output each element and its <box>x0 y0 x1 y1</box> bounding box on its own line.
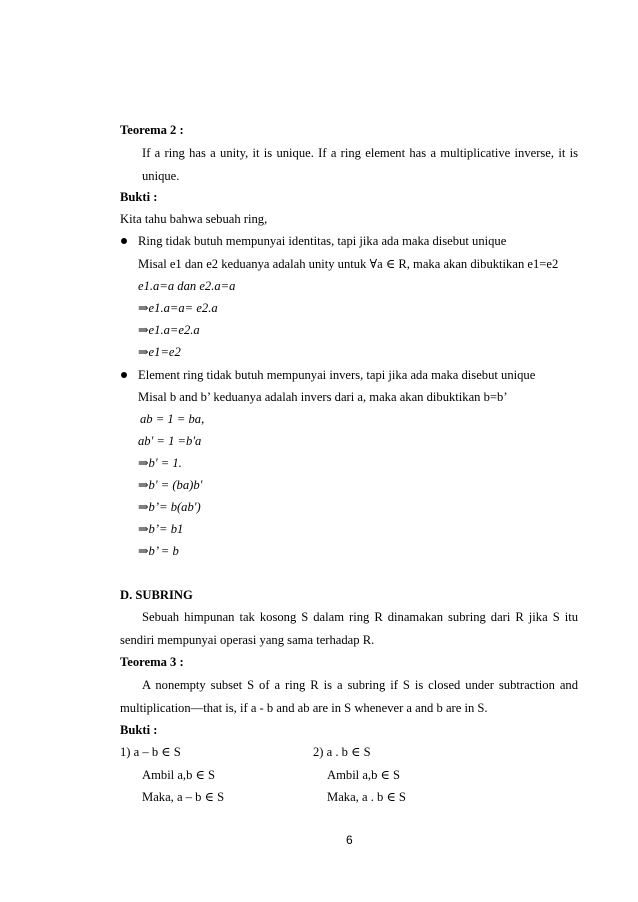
step: ⇒b’= b1 <box>138 522 184 536</box>
proof-title: Bukti : <box>120 723 158 737</box>
section-heading: D. SUBRING <box>120 588 193 602</box>
proof-title: Bukti : <box>120 190 158 204</box>
step: ⇒b' = 1. <box>138 456 182 470</box>
bullet-2-line: Misal b and b’ keduanya adalah invers dari a, maka akan dibuktikan b=b’ <box>138 390 508 404</box>
step: e1.a=a dan e2.a=a <box>138 279 236 293</box>
step: ⇒e1.a=e2.a <box>138 323 200 337</box>
bullet-1-text: Ring tidak butuh mempunyai identitas, tapi jika ada maka disebut unique <box>138 234 507 248</box>
bullet-marker <box>121 372 127 378</box>
step: ab = 1 = ba, <box>140 412 205 426</box>
theorem-2-title: Teorema 2 : <box>120 123 184 137</box>
proof-item: Ambil a,b ∈ S <box>142 768 215 782</box>
step: ⇒e1=e2 <box>138 345 181 359</box>
step: ⇒b’ = b <box>138 544 179 558</box>
page-number: 6 <box>346 833 353 847</box>
proof-item: 1) a – b ∈ S <box>120 745 181 759</box>
step: ab' = 1 =b'a <box>138 434 202 448</box>
section-paragraph: Sebuah himpunan tak kosong S dalam ring R dinamakan subring dari R jika S itu <box>142 610 578 624</box>
theorem-3-statement: A nonempty subset S of a ring R is a subring if S is closed under subtraction and <box>142 678 578 692</box>
bullet-2-text: Element ring tidak butuh mempunyai invers, tapi jika ada maka disebut unique <box>138 368 536 382</box>
step: ⇒b' = (ba)b' <box>138 478 203 492</box>
proof-item: Maka, a . b ∈ S <box>327 790 406 804</box>
proof-item: 2) a . b ∈ S <box>313 745 371 759</box>
bullet-marker <box>121 238 127 244</box>
proof-intro: Kita tahu bahwa sebuah ring, <box>120 212 268 226</box>
bullet-1-line: Misal e1 dan e2 keduanya adalah unity untuk ∀a ∈ R, maka akan dibuktikan e1=e2 <box>138 257 559 271</box>
theorem-3-title: Teorema 3 : <box>120 655 184 669</box>
proof-item: Maka, a – b ∈ S <box>142 790 225 804</box>
theorem-2-statement-cont: unique. <box>142 169 180 183</box>
proof-item: Ambil a,b ∈ S <box>327 768 400 782</box>
theorem-2-statement: If a ring has a unity, it is unique. If a ring element has a multiplicative inverse, it is <box>142 146 578 160</box>
step: ⇒e1.a=a= e2.a <box>138 301 218 315</box>
theorem-3-statement-cont: multiplication—that is, if a - b and ab are in S whenever a and b are in S. <box>120 701 488 715</box>
step: ⇒b’= b(ab') <box>138 500 201 514</box>
section-paragraph-cont: sendiri mempunyai operasi yang sama terhadap R. <box>120 633 375 647</box>
